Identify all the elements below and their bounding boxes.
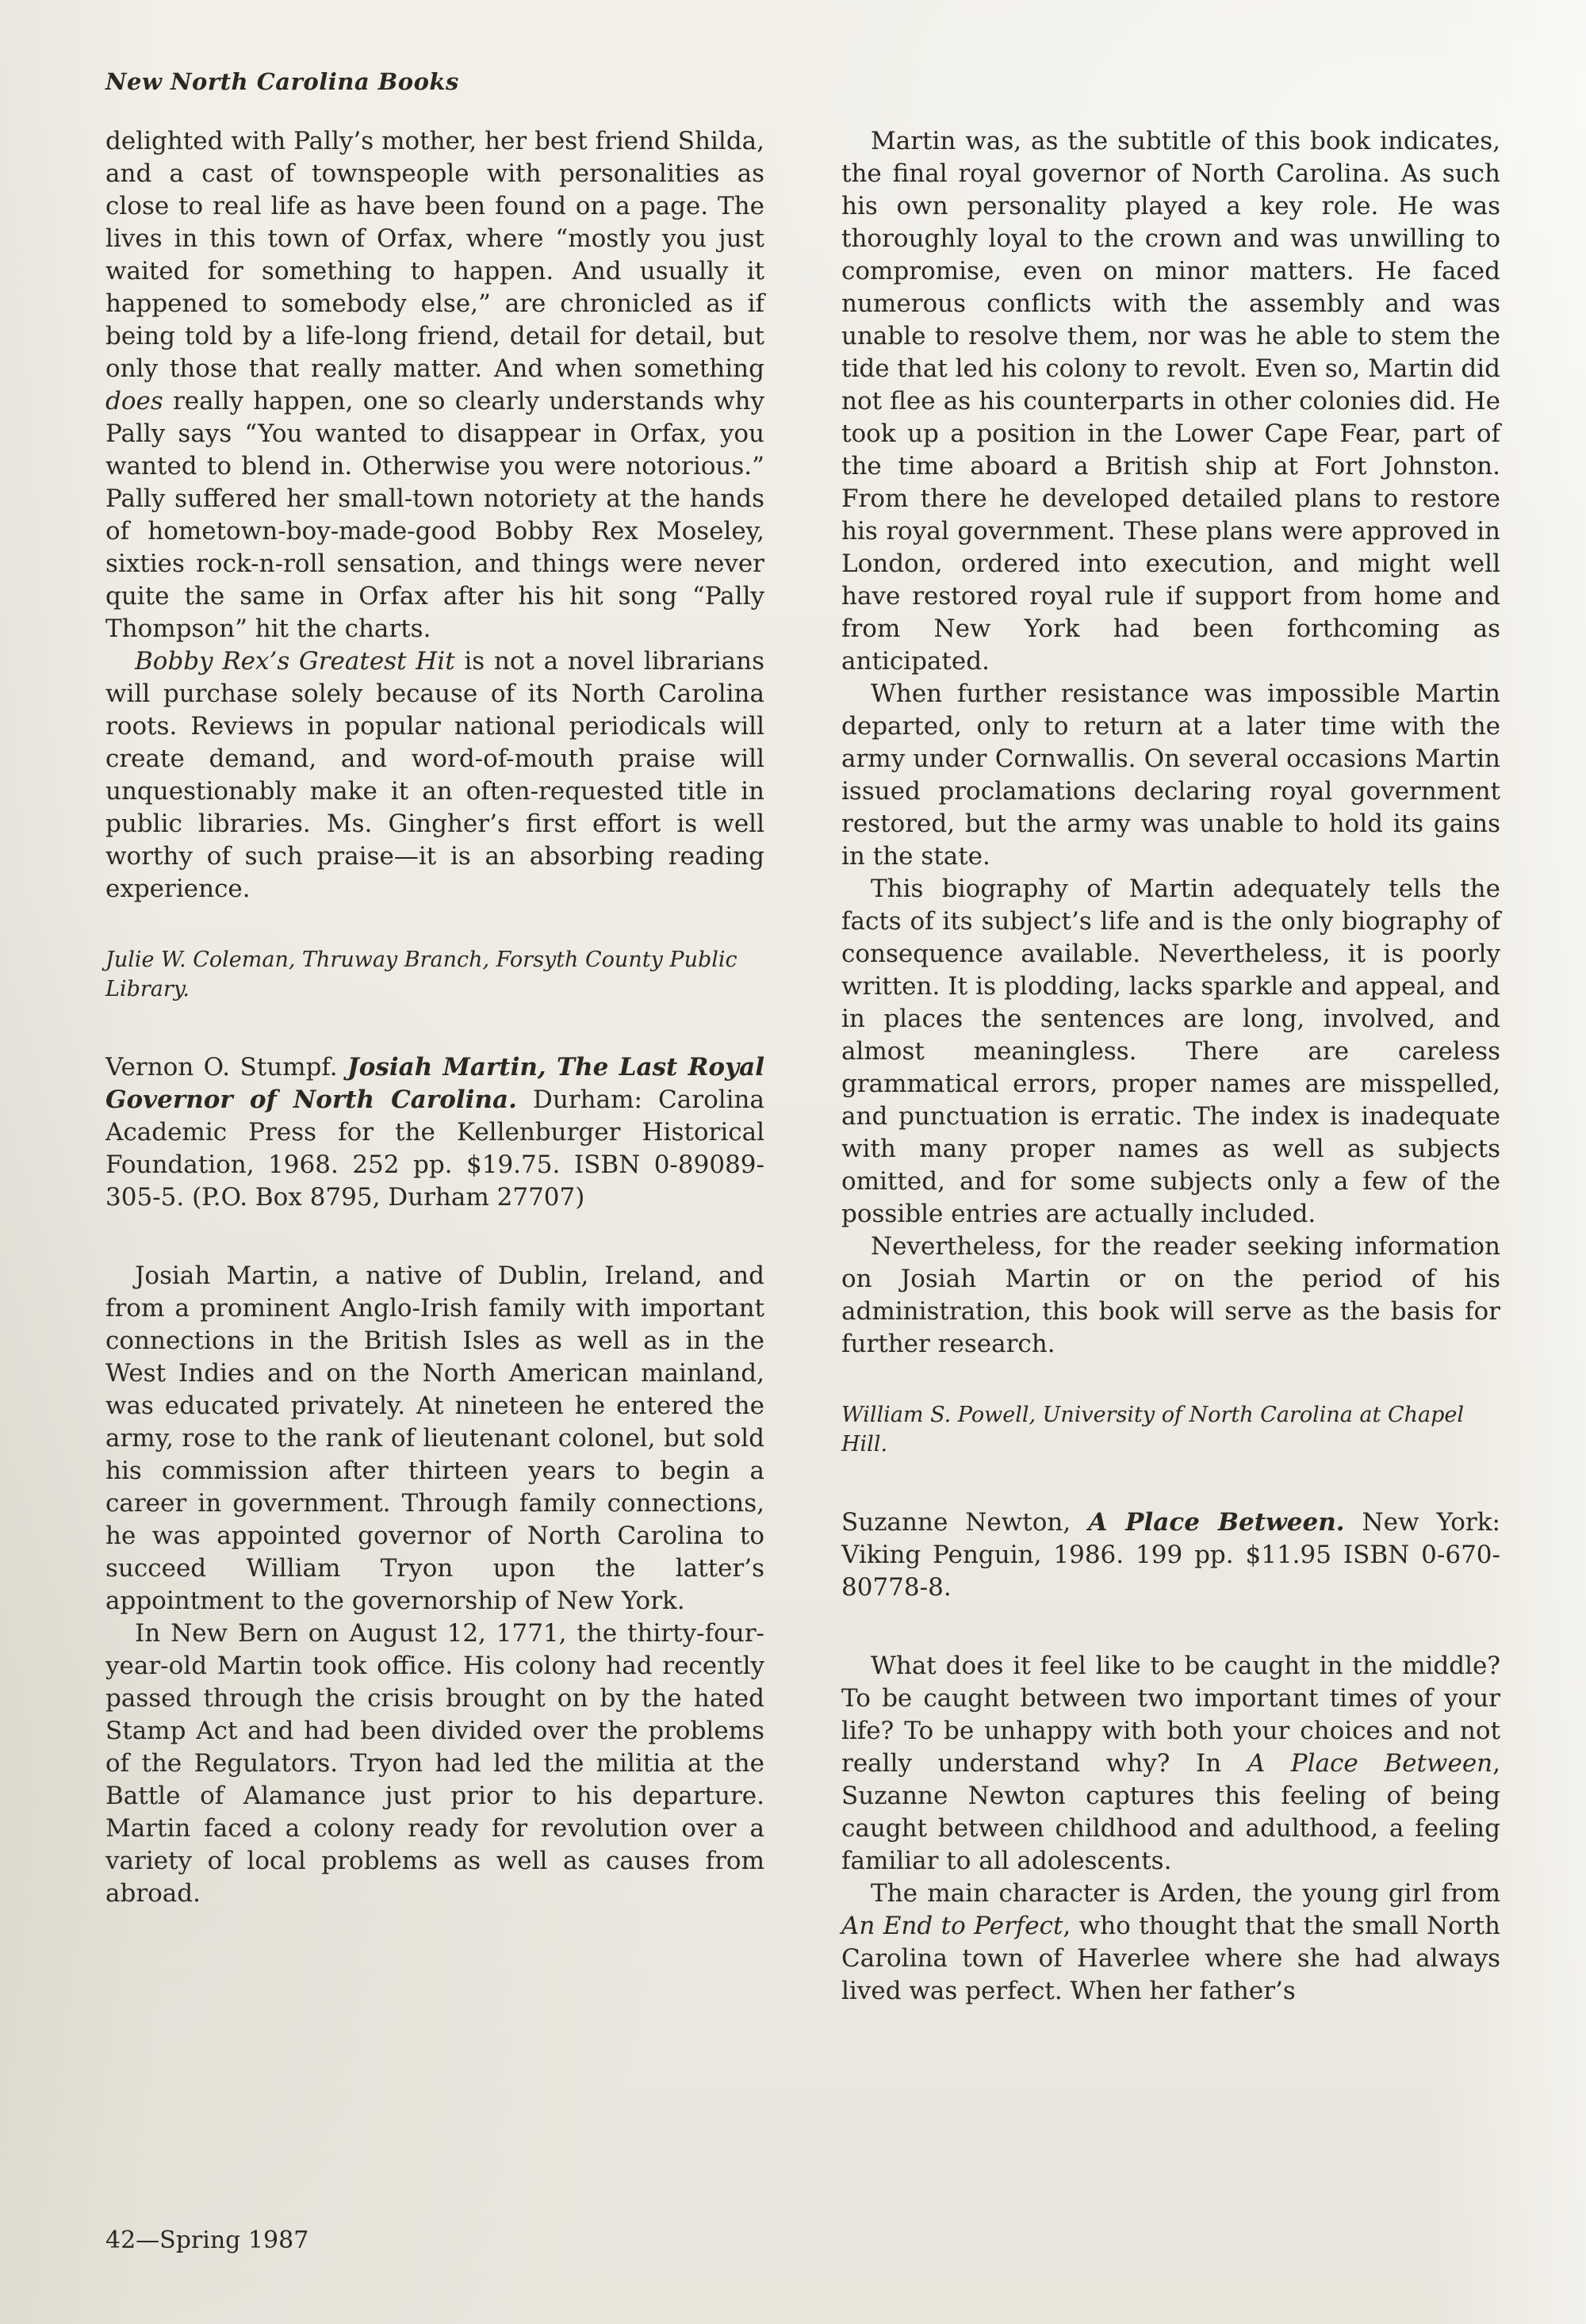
- page-number-and-issue: 42—Spring 1987: [105, 2226, 309, 2254]
- paragraph: [105, 1618, 764, 1910]
- text-run: William S. Powell, University of North Carolina at Chapel Hill.: [841, 1403, 1465, 1457]
- paragraph: [841, 1231, 1500, 1361]
- paragraph: [105, 1260, 764, 1618]
- text-run: A Place Between: [1247, 1749, 1493, 1778]
- citation: [105, 1051, 764, 1214]
- paragraph: [105, 125, 764, 645]
- text-run: Suzanne Newton,: [841, 1508, 1089, 1537]
- paragraph: [841, 678, 1500, 873]
- two-column-text-body: [105, 125, 1500, 2008]
- paragraph: [841, 125, 1500, 678]
- running-head-title: New North Carolina Books: [105, 68, 459, 95]
- text-run: delighted with Pally’s mother, her best friend Shilda, and a cast of townspeople with personalities as close to real life as have been found on a page. The lives in this town of Orfax, where “mostly you just waited for something to happen. And usually it happened to somebody else,” are chronicled as if being told by a life-long friend, detail for detail, but only those that really matter. And when something: [105, 127, 764, 383]
- text-run: is not a novel librarians will purchase solely because of its North Carolina roots. Reviews in popular national periodicals will create demand, and word-of-mouth praise will unquestionably make it an often-requested title in public libraries. Ms. Gingher’s first effort is well worthy of such praise—it is an absorbing reading experience.: [105, 647, 764, 903]
- paragraph: [841, 1878, 1500, 2008]
- text-run: Bobby Rex’s Greatest Hit: [135, 647, 455, 676]
- text-run: Durham: Carolina Academic Press for the Kellenburger Historical Foundation, 1968. 252 pp. $19.75. ISBN 0-89089-305-5. (P.O. Box 8795, Durham 27707): [105, 1085, 765, 1212]
- text-run: The main character is Arden, the young girl from: [871, 1879, 1500, 1908]
- text-run: does: [105, 387, 163, 415]
- text-run: Vernon O. Stumpf.: [105, 1053, 348, 1082]
- citation: [841, 1507, 1500, 1604]
- text-run: Josiah Martin, a native of Dublin, Ireland, and from a prominent Anglo-Irish family with important connections in the British Isles as well as in the West Indies and on the North American mainland, was educated privately. At nineteen he entered the army, rose to the rank of lieutenant colonel, but sold his commission after thirteen years to begin a career in government. Through family connections, he was appointed governor of North Carolina to succeed William Tryon upon the latter’s appointment to the governorship of New York.: [105, 1262, 764, 1615]
- text-run: really happen, one so clearly understands why Pally says “You wanted to disappear in Orfax, you wanted to blend in. Otherwise you were notorious.” Pally suffered her small-town notoriety at the hands of hometown-boy-made-good Bobby Rex Moseley, sixties rock-n-roll sensation, and things were never quite the same in Orfax after his hit song “Pally Thompson” hit the charts.: [105, 387, 764, 643]
- paragraph: [105, 645, 764, 905]
- text-run: , who thought that the small North Carolina town of Haverlee where she had always lived was perfect. When her father’s: [841, 1912, 1500, 2005]
- paragraph: [841, 873, 1500, 1231]
- text-run: An End to Perfect: [841, 1912, 1063, 1940]
- attribution: [105, 945, 764, 1004]
- paragraph: [841, 1650, 1500, 1878]
- text-run: This biography of Martin adequately tells the facts of its subject’s life and is the only biography of consequence available. Nevertheless, it is poorly written. It is plodding, lacks sparkle and appeal, and in places the sentences are long, involved, and almost meaningless. There are careless grammatical errors, proper names are misspelled, and punctuation is erratic. The index is inadequate with many proper names as well as subjects omitted, and for some subjects only a few of the possible entries are actually included.: [841, 875, 1500, 1228]
- text-run: Josiah Martin, The Last Royal Governor of North Carolina.: [105, 1053, 764, 1114]
- left-column: [105, 125, 764, 2008]
- text-run: Martin was, as the subtitle of this book indicates, the final royal governor of North Carolina. As such his own personality played a key role. He was thoroughly loyal to the crown and was unwilling to compromise, even on minor matters. He faced numerous conflicts with the assembly and was unable to resolve them, nor was he able to stem the tide that led his colony to revolt. Even so, Martin did not flee as his counterparts in other colonies did. He took up a position in the Lower Cape Fear, part of the time aboard a British ship at Fort Johnston. From there he developed detailed plans to restore his royal government. These plans were approved in London, ordered into execution, and might well have restored royal rule if support from home and from New York had been forthcoming as anticipated.: [841, 127, 1500, 676]
- text-run: , Suzanne Newton captures this feeling of being caught between childhood and adulthood, a feeling familiar to all adolescents.: [841, 1749, 1500, 1875]
- text-run: Nevertheless, for the reader seeking information on Josiah Martin or on the period of his administration, this book will serve as the basis for further research.: [841, 1232, 1500, 1358]
- text-run: What does it feel like to be caught in the middle? To be caught between two important times of your life? To be unhappy with both your choices and not really understand why? In: [841, 1652, 1500, 1778]
- text-run: A Place Between.: [1088, 1508, 1345, 1537]
- text-run: When further resistance was impossible Martin departed, only to return at a later time with the army under Cornwallis. On several occasions Martin issued proclamations declaring royal government restored, but the army was unable to hold its gains in the state.: [841, 680, 1500, 871]
- right-column: [841, 125, 1500, 2008]
- text-run: Julie W. Coleman, Thruway Branch, Forsyth County Public Library.: [105, 948, 737, 1001]
- text-run: New York: Viking Penguin, 1986. 199 pp. $11.95 ISBN 0-670-80778-8.: [841, 1508, 1500, 1602]
- text-run: In New Bern on August 12, 1771, the thirty-four-year-old Martin took office. His colony had recently passed through the crisis brought on by the hated Stamp Act and had been divided over the problems of the Regulators. Tryon had led the militia at the Battle of Alamance just prior to his departure. Martin faced a colony ready for revolution over a variety of local problems as well as causes from abroad.: [105, 1619, 764, 1908]
- attribution: [841, 1400, 1500, 1459]
